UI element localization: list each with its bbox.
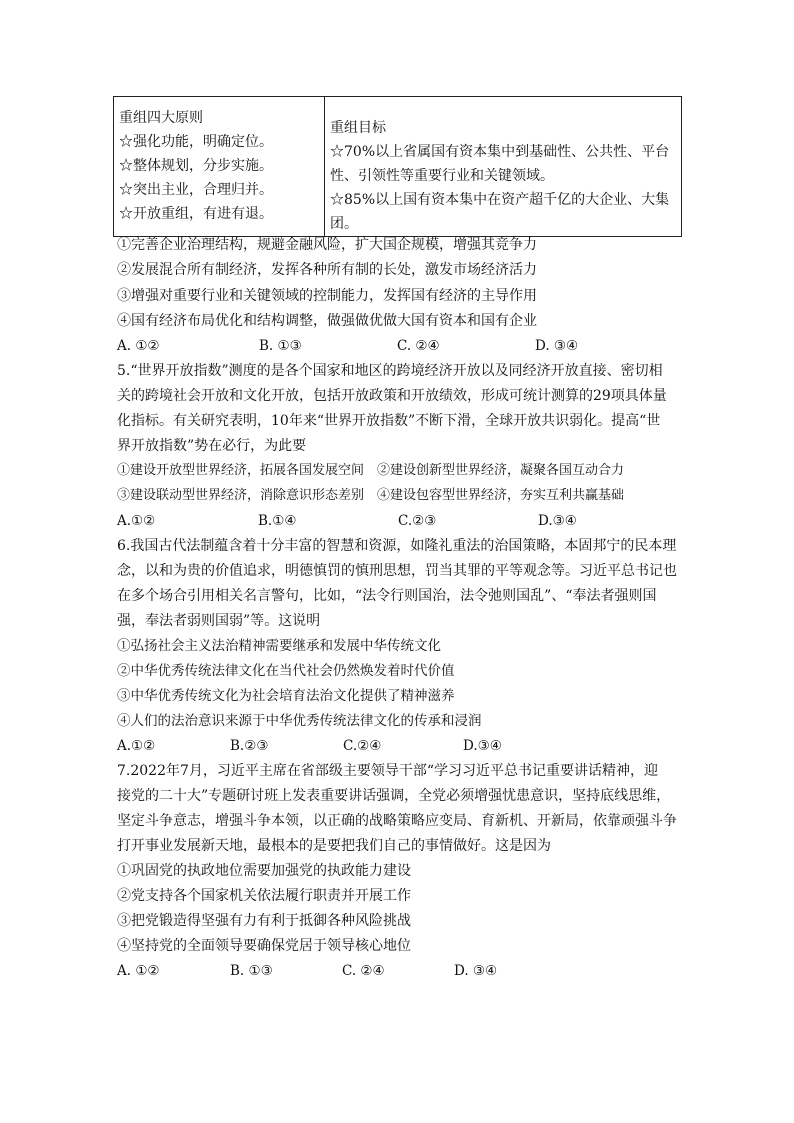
q5-statement: ③建设联动型世界经济，消除意识形态差别 ④建设包容型世界经济，夯实互利共赢基础 [117,488,625,503]
option-a[interactable]: A.①② [117,513,156,529]
q7-statement: ①巩固党的执政地位需要加强党的执政能力建设 [117,863,411,879]
option-c[interactable]: C.②③ [398,513,437,529]
option-c[interactable]: C. ②④ [342,963,385,979]
principle-item: ☆突出主业，合理归并。 [119,182,273,198]
q5-stem-line: 界开放指数”势在必行，为此要 [117,438,307,454]
q4-statement: ③增强对重要行业和关键领域的控制能力，发挥国有经济的主导作用 [117,288,537,304]
q7-stem-line: 7.2022年7月，习近平主席在省部级主要领导干部“学习习近平总书记重要讲话精神，迎 [117,763,659,779]
q7-statement: ②党支持各个国家机关依法履行职责并开展工作 [117,888,411,904]
principles-cell [114,97,325,237]
q7-stem-line: 接党的二十大”专题研讨班上发表重要讲话强调，全党必须增强忧患意识，坚持底线思维， [117,788,671,804]
principle-item: ☆开放重组，有进有退。 [119,206,273,222]
q6-stem-line: 念，以和为贵的价值追求，明德慎罚的慎刑思想，罚当其罪的平等观念等。习近平总书记也 [117,563,677,579]
q6-stem-line: 6.我国古代法制蕴含着十分丰富的智慧和资源，如隆礼重法的治国策略，本固邦宁的民本理 [117,538,677,554]
option-d[interactable]: D. ③④ [535,338,579,354]
q7-statement: ③把党锻造得坚强有力有利于抵御各种风险挑战 [117,913,411,929]
option-d[interactable]: D.③④ [463,738,502,754]
q5-stem-line: 化指标。有关研究表明，10年来“世界开放指数”不断下滑，全球开放共识弱化。提高“世 [117,413,661,429]
principles-title: 重组四大原则 [119,110,203,126]
option-b[interactable]: B.②③ [230,738,269,754]
option-a[interactable]: A. ①② [117,963,160,979]
option-b[interactable]: B. ①③ [259,338,302,354]
reorganization-table [113,96,682,237]
goals-cell [325,97,682,237]
option-c[interactable]: C.②④ [343,738,382,754]
q5-stem-line: 5.“世界开放指数”测度的是各个国家和地区的跨境经济开放以及同经济开放直接、密切相 [117,363,663,379]
principle-item: ☆整体规划，分步实施。 [119,158,273,174]
option-b[interactable]: B. ①③ [230,963,273,979]
q6-stem-line: 在多个场合引用相关名言警句，比如，“法令行则国治，法令弛则国乱”、“奉法者强则国 [117,588,657,604]
q7-stem-line: 坚定斗争意志，增强斗争本领，以正确的战略策略应变局、育新机、开新局，依靠顽强斗争 [117,813,677,829]
q7-statement: ④坚持党的全面领导要确保党居于领导核心地位 [117,938,411,954]
principle-item: ☆强化功能，明确定位。 [119,134,273,150]
option-c[interactable]: C. ②④ [397,338,440,354]
q4-statement: ④国有经济布局优化和结构调整，做强做优做大国有资本和国有企业 [117,313,537,329]
option-d[interactable]: D.③④ [538,513,577,529]
q5-statement: ①建设开放型世界经济，拓展各国发展空间 ②建设创新型世界经济，凝聚各国互动合力 [117,463,625,478]
goals-title: 重组目标 [330,120,386,136]
q7-stem-line: 打开事业发展新天地，最根本的是要把我们自己的事情做好。这是因为 [117,838,551,854]
q6-statement: ②中华优秀传统法律文化在当代社会仍然焕发着时代价值 [117,663,455,679]
q5-stem-line: 关的跨境社会开放和文化开放，包括开放政策和开放绩效，形成可统计测算的29项具体量 [117,388,667,404]
q4-statement: ①完善企业治理结构，规避金融风险，扩大国企规模，增强其竞争力 [117,237,537,253]
q6-statement: ③中华优秀传统文化为社会培育法治文化提供了精神滋养 [117,688,455,704]
q6-stem-line: 强，奉法者弱则国弱”等。这说明 [117,613,321,629]
goal-item: ☆70%以上省属国有资本集中到基础性、公共性、平台性、引领性等重要行业和关键领域。 [330,144,670,184]
q4-statement: ②发展混合所有制经济，发挥各种所有制的长处，激发市场经济活力 [117,262,537,278]
option-b[interactable]: B.①④ [258,513,297,529]
option-a[interactable]: A.①② [117,738,156,754]
option-a[interactable]: A. ①② [117,338,160,354]
option-d[interactable]: D. ③④ [454,963,498,979]
goal-item: ☆85%以上国有资本集中在资产超千亿的大企业、大集团。 [330,192,670,232]
q6-statement: ④人们的法治意识来源于中华优秀传统法律文化的传承和浸润 [117,713,482,729]
q6-statement: ①弘扬社会主义法治精神需要继承和发展中华传统文化 [117,638,441,654]
